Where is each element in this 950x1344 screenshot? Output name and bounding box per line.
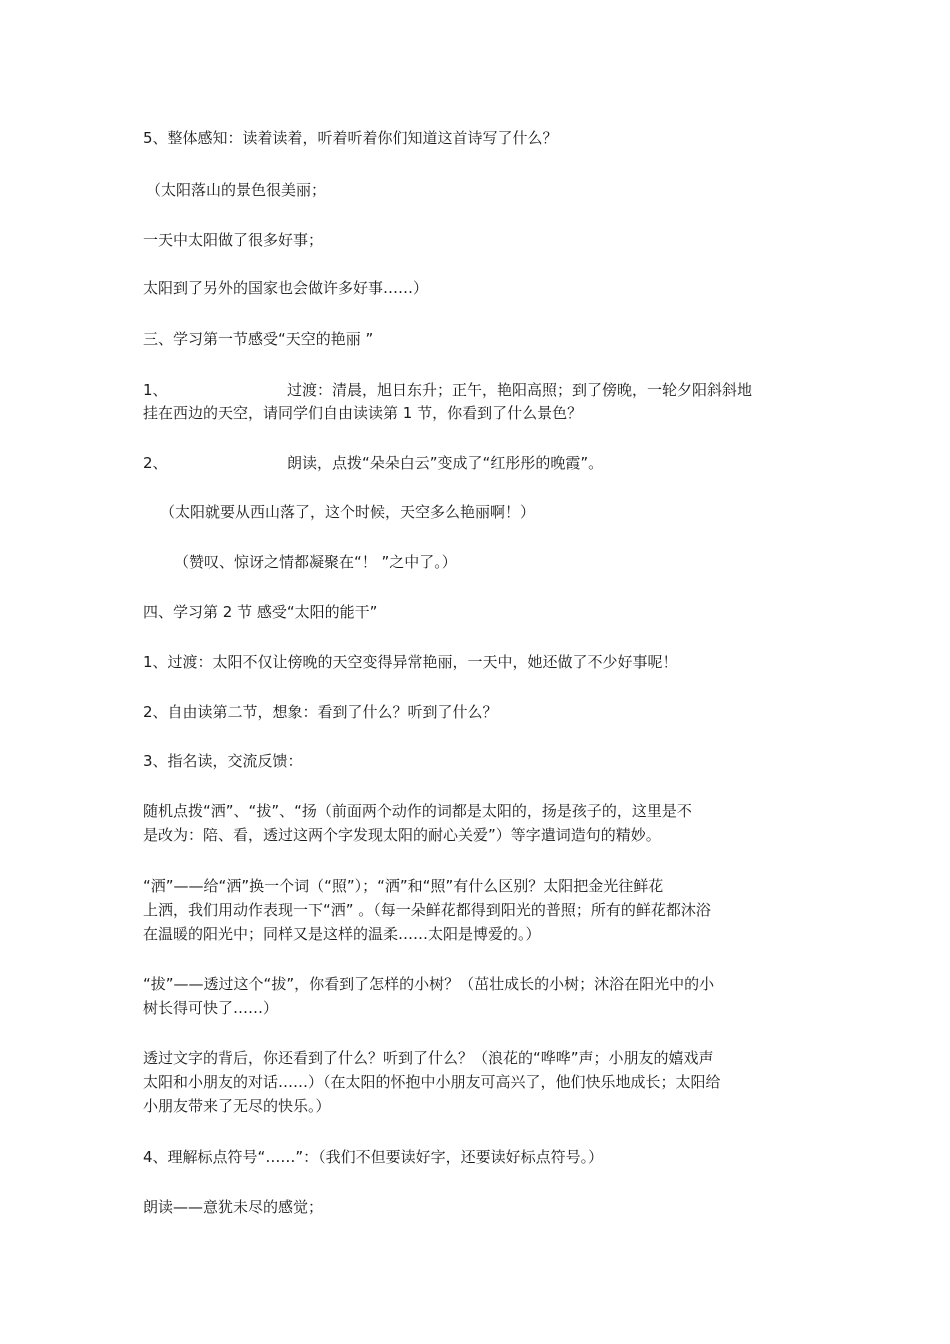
step-number: 1、	[143, 381, 168, 399]
paragraph-sa-line-2: 上洒，我们用动作表现一下“洒” 。（每一朵鲜花都得到阳光的普照；所有的鲜花都沐浴	[143, 901, 711, 919]
paragraph-4-1: 1、过渡：太阳不仅让傍晚的天空变得异常艳丽，一天中，她还做了不少好事呢！	[143, 653, 678, 671]
paragraph-ba-line-2: 树长得可快了……）	[143, 999, 279, 1017]
paragraph-hint-line-1: 随机点拨“洒”、“拔”、“扬（前面两个动作的词都是太阳的，扬是孩子的，这里是不	[143, 802, 692, 820]
paragraph-beyond-line-1: 透过文字的背后，你还看到了什么？听到了什么？（浪花的“哗哗”声；小朋友的嬉戏声	[143, 1049, 714, 1067]
paragraph-step-1	[143, 378, 811, 403]
paragraph-sa-line-3: 在温暖的阳光中；同样又是这样的温柔……太阳是博爱的。）	[143, 925, 541, 943]
section-heading-4: 四、学习第 2 节 感受“太阳的能干”	[143, 603, 378, 621]
step-text: 朗读，点拨“朵朵白云”变成了“红彤彤的晚霞”。	[287, 454, 604, 472]
step-text-line-1: 过渡：清晨，旭日东升；正午，艳阳高照；到了傍晚，一轮夕阳斜斜地	[287, 381, 753, 399]
paragraph-hint-line-2: 是改为：陪、看，透过这两个字发现太阳的耐心关爱”）等字遣词造句的精妙。	[143, 826, 661, 844]
paragraph-answer-1: （太阳落山的景色很美丽；	[146, 181, 327, 199]
paragraph-answer-2: 一天中太阳做了很多好事；	[143, 231, 324, 249]
paragraph-read-aloud: 朗读——意犹未尽的感觉；	[143, 1198, 324, 1216]
paragraph-4-2: 2、自由读第二节，想象：看到了什么？听到了什么？	[143, 703, 498, 721]
paragraph-5-overall-perception: 5、整体感知：读着读着，听着听着你们知道这首诗写了什么？	[143, 129, 558, 147]
step-text-line-2: 挂在西边的天空，请同学们自由读读第 1 节，你看到了什么景色？	[143, 404, 583, 422]
paragraph-answer-3: 太阳到了另外的国家也会做许多好事……）	[143, 279, 429, 297]
paragraph-exclamation: （赞叹、惊讶之情都凝聚在“！ ”之中了。）	[174, 553, 457, 571]
section-heading-3: 三、学习第一节感受“天空的艳丽 ”	[143, 330, 374, 348]
paragraph-4-4: 4、理解标点符号“……”：（我们不但要读好字，还要读好标点符号。）	[143, 1148, 604, 1166]
paragraph-ba-line-1: “拔”——透过这个“拔”，你看到了怎样的小树？（茁壮成长的小树；沐浴在阳光中的小	[143, 975, 715, 993]
paragraph-step-2	[143, 451, 811, 476]
paragraph-sa-line-1: “洒”——给“洒”换一个词（“照”）；“洒”和“照”有什么区别？太阳把金光往鲜花	[143, 877, 664, 895]
paragraph-beyond-line-3: 小朋友带来了无尽的快乐。）	[143, 1097, 331, 1115]
paragraph-4-3: 3、指名读，交流反馈：	[143, 752, 303, 770]
paragraph-sky-beauty: （太阳就要从西山落了，这个时候，天空多么艳丽啊！）	[160, 503, 536, 521]
paragraph-beyond-line-2: 太阳和小朋友的对话……）（在太阳的怀抱中小朋友可高兴了，他们快乐地成长；太阳给	[143, 1073, 721, 1091]
step-number: 2、	[143, 454, 168, 472]
